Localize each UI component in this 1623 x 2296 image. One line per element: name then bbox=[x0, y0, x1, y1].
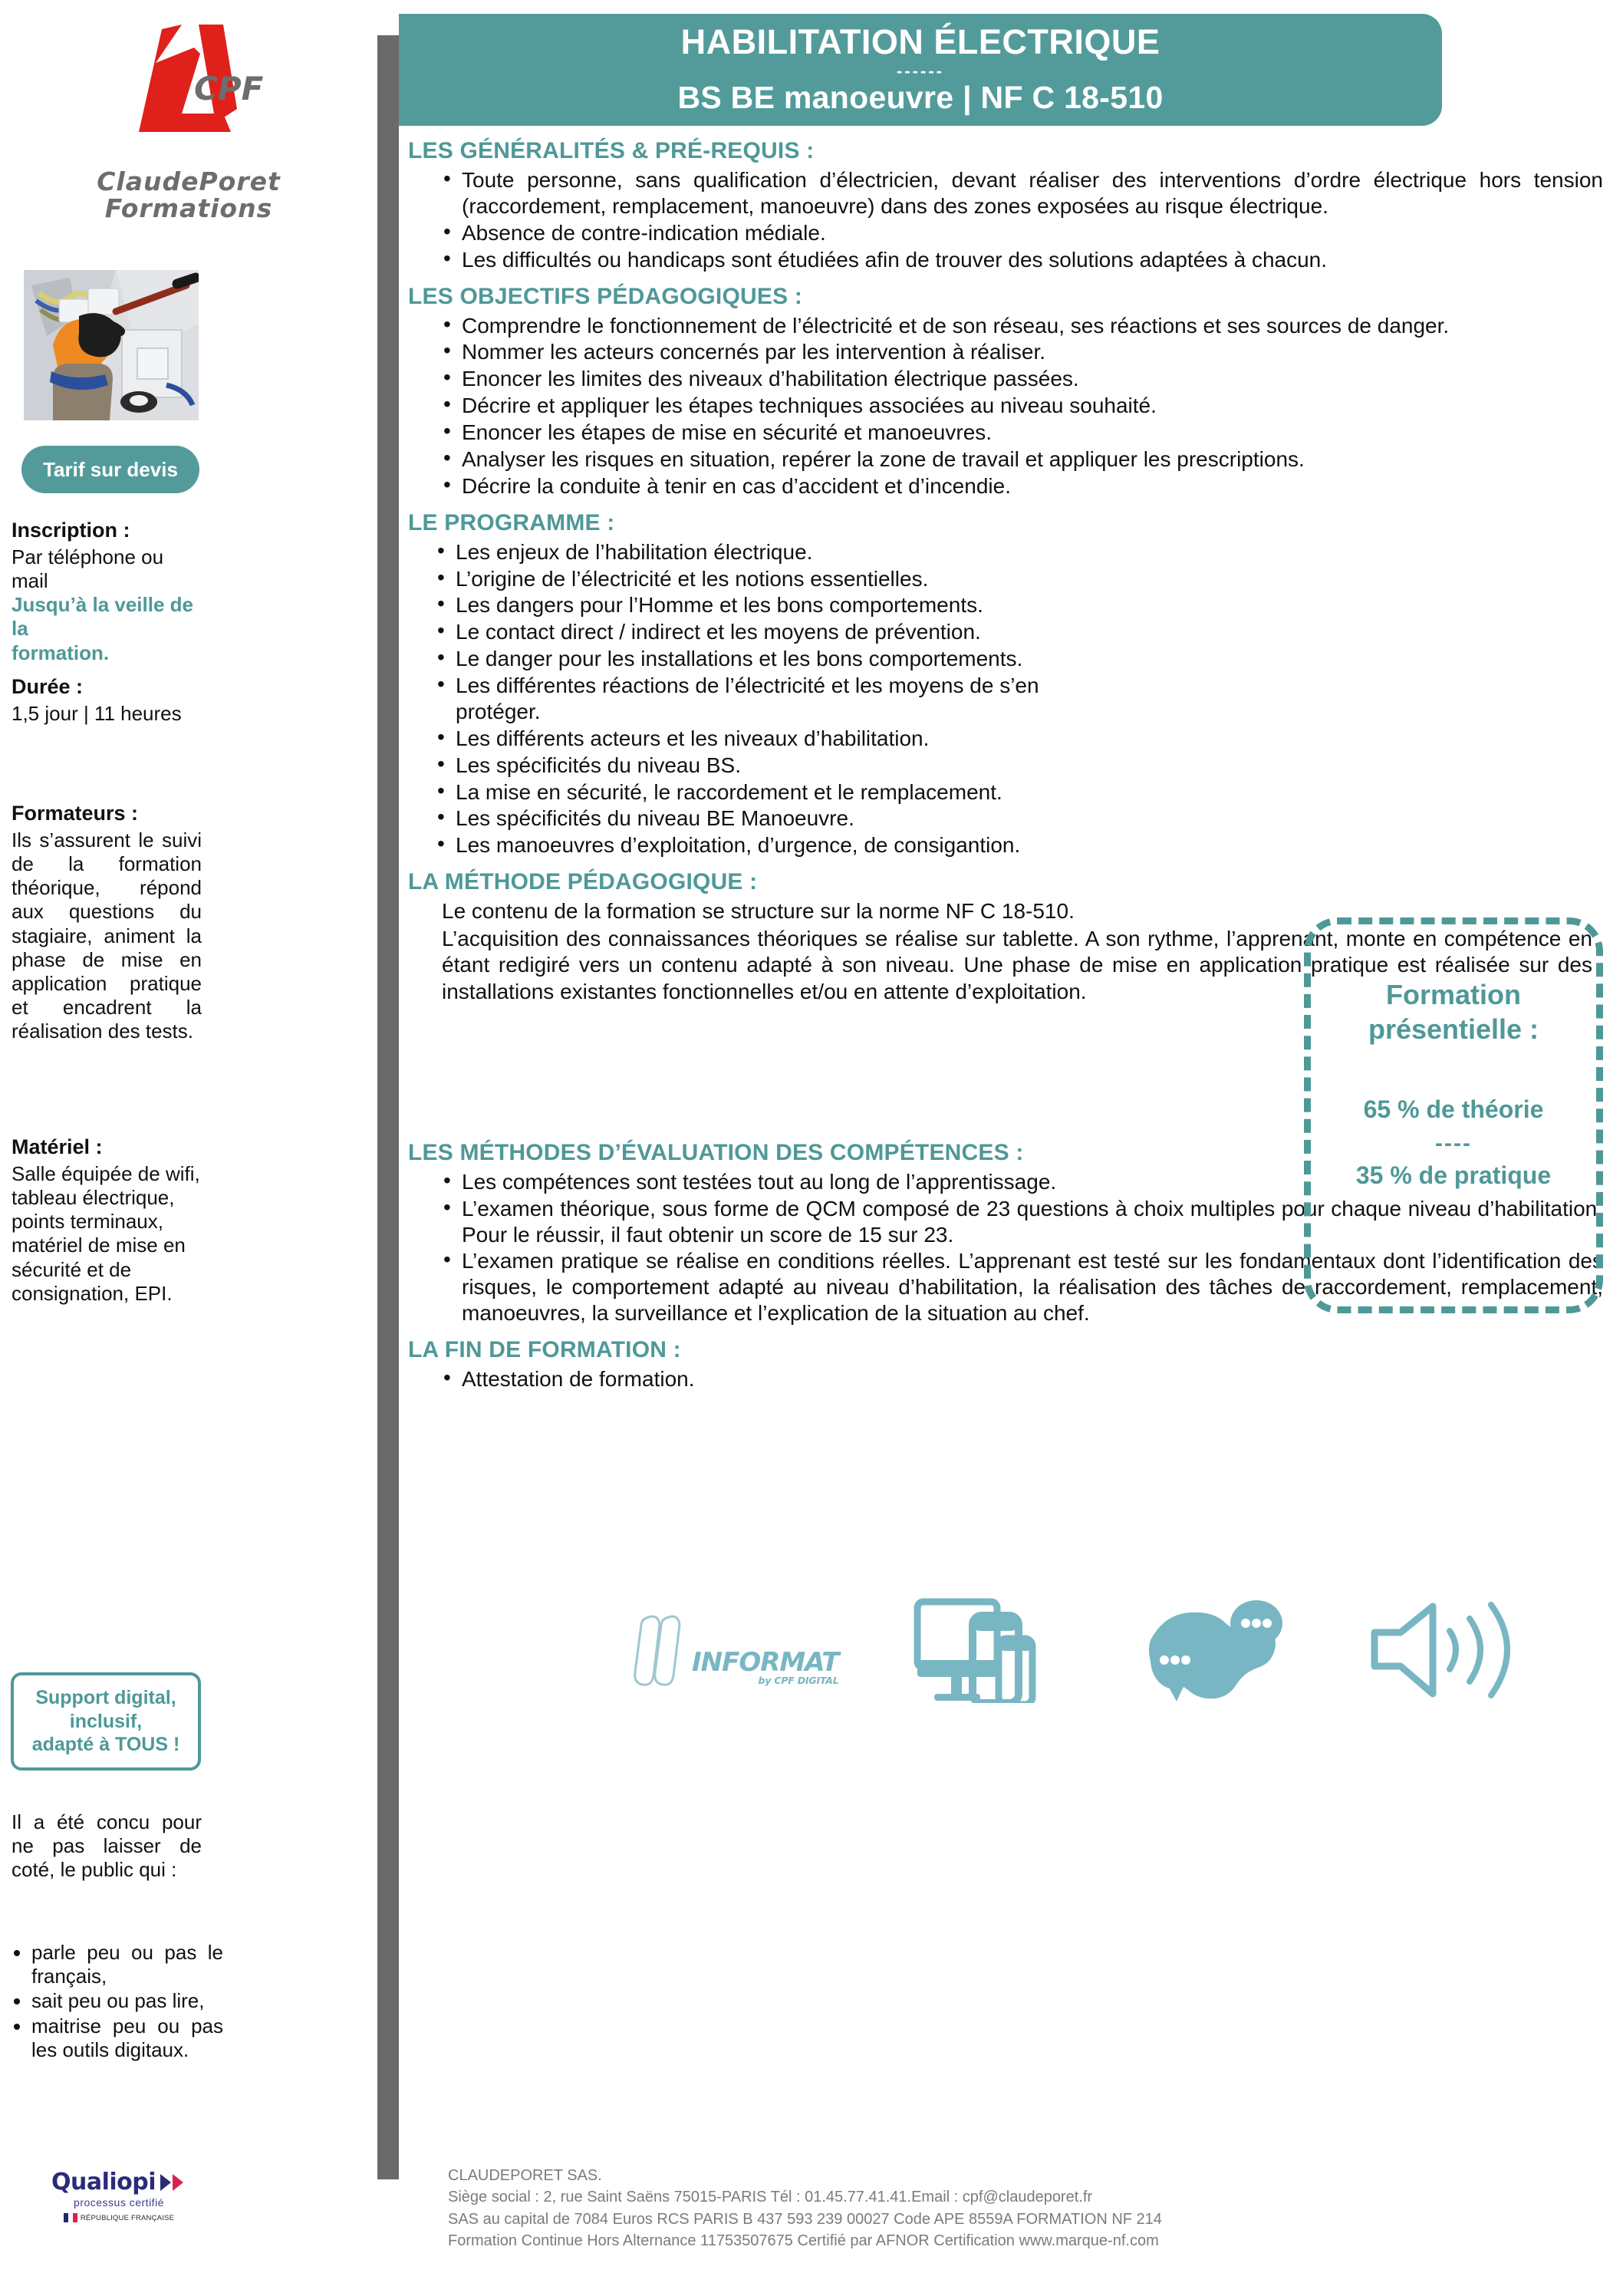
support-line3: adapté à TOUS ! bbox=[31, 1734, 180, 1756]
list-item: • Le contact direct / indirect et les moyens de prévention. bbox=[434, 619, 1069, 645]
list-item: • Décrire la conduite à tenir en cas d’accident et d’incendie. bbox=[440, 473, 1603, 499]
list-item: • Absence de contre-indication médiale. bbox=[440, 220, 1603, 246]
qualiopi-name: Qualiopi bbox=[51, 2169, 156, 2196]
title-separator: ------ bbox=[897, 61, 944, 81]
informat-byline: by CPF DIGITAL bbox=[758, 1675, 839, 1686]
list-item: • L’examen théorique, sous forme de QCM composé de 23 questions à choix multiples pour chaque niveau d’habilitation. Pour le réussir, il faut obtenir un score de 15 sur 23. bbox=[440, 1196, 1603, 1248]
formateurs-block bbox=[12, 802, 202, 1044]
company-logo bbox=[74, 15, 304, 245]
support-digital-box bbox=[11, 1672, 201, 1771]
inclusif-bullets bbox=[12, 1941, 223, 2063]
section-heading-objectifs: LES OBJECTIFS PÉDAGOGIQUES : bbox=[408, 283, 803, 309]
formateurs-text: Ils s’assurent le suivi de la formation théorique, répond aux questions du stagiaire, animent la phase de mise en application pratique et encadrent la réalisation des tests. bbox=[12, 828, 202, 1043]
section-heading-fin: LA FIN DE FORMATION : bbox=[408, 1337, 681, 1362]
list-item: • Le danger pour les installations et les bons comportements. bbox=[434, 646, 1069, 672]
duree-value: 1,5 jour | 11 heures bbox=[12, 701, 182, 725]
duree-heading: Durée : bbox=[12, 675, 84, 698]
list-item: • Les spécificités du niveau BS. bbox=[434, 753, 1069, 779]
presence-dashes: ---- bbox=[1435, 1130, 1472, 1156]
digital-icons-strip bbox=[629, 1592, 1549, 1707]
svg-text:CPF: CPF bbox=[194, 70, 264, 107]
formation-presentielle-box bbox=[1304, 917, 1603, 1313]
list-item: • Attestation de formation. bbox=[440, 1366, 1603, 1392]
main-content bbox=[399, 0, 1623, 2296]
list-item: • Les différentes réactions de l’électricité et les moyens de s’en protéger. bbox=[434, 673, 1069, 725]
page-title-banner bbox=[399, 14, 1442, 126]
republique-francaise bbox=[46, 2213, 192, 2222]
list-item: • L’origine de l’électricité et les notions essentielles. bbox=[434, 566, 1069, 592]
presence-theory: 65 % de théorie bbox=[1363, 1095, 1544, 1124]
devices-icon bbox=[913, 1596, 1066, 1703]
list-item: • sait peu ou pas lire, bbox=[31, 1989, 223, 2013]
presence-title-line1: Formation bbox=[1386, 979, 1521, 1010]
inscription-block bbox=[12, 519, 202, 665]
support-line1: Support digital, bbox=[35, 1687, 176, 1709]
informat-wordmark: INFORMAT bbox=[692, 1646, 839, 1678]
french-flag-icon bbox=[64, 2213, 77, 2222]
section-heading-programme: LE PROGRAMME : bbox=[408, 509, 615, 535]
materiel-text: Salle équipée de wifi, tableau électrique, points terminaux, matériel de mise en sécurité et de consignation, EPI. bbox=[12, 1161, 200, 1305]
list-item: • Les manoeuvres d’exploitation, d’urgence, de consigantion. bbox=[434, 832, 1069, 858]
duree-block bbox=[12, 675, 202, 726]
inscription-line1: Par téléphone ou mail bbox=[12, 545, 164, 593]
section-heading-evaluation: LES MÉTHODES D’ÉVALUATION DES COMPÉTENCES : bbox=[408, 1139, 1024, 1165]
electrician-photo bbox=[24, 270, 199, 420]
fin-list bbox=[399, 1366, 1603, 1392]
list-item: • Décrire et appliquer les étapes techniques associées au niveau souhaité. bbox=[440, 393, 1603, 419]
list-item: • Les enjeux de l’habilitation électrique. bbox=[434, 539, 1069, 565]
tarif-label: Tarif sur devis bbox=[43, 457, 178, 481]
materiel-block bbox=[12, 1135, 202, 1306]
list-item: • parle peu ou pas le français, bbox=[31, 1941, 223, 1988]
presence-title-line2: présentielle : bbox=[1368, 1013, 1539, 1045]
cpf-logo-icon bbox=[108, 15, 269, 169]
list-item: • Enoncer les limites des niveaux d’habilitation électrique passées. bbox=[440, 366, 1603, 392]
republique-label: RÉPUBLIQUE FRANÇAISE bbox=[80, 2213, 175, 2222]
list-item: • L’examen pratique se réalise en conditions réelles. L’apprenant est testé sur les fondamentaux dont l’identification des risques, le comportement adapté au niveau d’habilitation, la réalisation des tâches de raccordement, remplacement, manoeuvres, la surveillance et l’explication de la situation au chef. bbox=[440, 1248, 1603, 1326]
inscription-line3: formation. bbox=[12, 641, 110, 664]
globe-chat-icon bbox=[1140, 1596, 1293, 1703]
logo-name-line2: Formations bbox=[104, 193, 273, 223]
footer-line4: Formation Continue Hors Alternance 11753507675 Certifié par AFNOR Certification www.marque-nf.com bbox=[448, 2232, 1159, 2250]
logo-name-line1: ClaudePoret bbox=[97, 166, 281, 196]
section-heading-methode: LA MÉTHODE PÉDAGOGIQUE : bbox=[408, 869, 758, 895]
list-item: • Les spécificités du niveau BE Manoeuvre. bbox=[434, 805, 1069, 832]
footer-line2: Siège social : 2, rue Saint Saëns 75015-PARIS Tél : 01.45.77.41.41.Email : cpf@claudeporet.fr bbox=[448, 2189, 1093, 2206]
programme-list bbox=[399, 539, 1603, 859]
inscription-line2: Jusqu’à la veille de la bbox=[12, 593, 193, 641]
list-item: • Comprendre le fonctionnement de l’électricité et de son réseau, ses réactions et ses sources de danger. bbox=[440, 313, 1603, 339]
page-subtitle: BS BE manoeuvre | NF C 18-510 bbox=[677, 79, 1164, 115]
list-item: • Les difficultés ou handicaps sont étudiées afin de trouver des solutions adaptées à chacun. bbox=[440, 247, 1603, 273]
list-item: • Toute personne, sans qualification d’électricien, devant réaliser des interventions d’ordre électrique hors tension (raccordement, remplacement, manoeuvre) dans des zones exposées au risque électrique. bbox=[440, 167, 1603, 219]
list-item: • Nommer les acteurs concernés par les intervention à réaliser. bbox=[440, 339, 1603, 365]
materiel-heading: Matériel : bbox=[12, 1135, 103, 1158]
support-line2: inclusif, bbox=[69, 1710, 143, 1732]
qualiopi-sub: processus certifié bbox=[74, 2196, 164, 2209]
qualiopi-logo bbox=[46, 2171, 192, 2222]
informat-logo bbox=[629, 1612, 839, 1686]
inscription-heading: Inscription : bbox=[12, 519, 130, 542]
list-item: • Les différents acteurs et les niveaux d’habilitation. bbox=[434, 726, 1069, 752]
inclusif-intro-block bbox=[12, 1810, 202, 1883]
methode-para2: L’acquisition des connaissances théoriques se réalise sur tablette. A son rythme, l’apprenant, monte en compétence en étant redigiré vers un contenu adapté à son niveau. Une phase de mise en application pratique est réalisée sur des installations existantes fonctionnelles et/ou en attente d’exploitation. bbox=[442, 927, 1592, 1003]
informat-mark-icon bbox=[629, 1612, 687, 1686]
list-item: • Enoncer les étapes de mise en sécurité et manoeuvres. bbox=[440, 420, 1603, 446]
page-title: HABILITATION ÉLECTRIQUE bbox=[680, 22, 1160, 61]
formateurs-heading: Formateurs : bbox=[12, 802, 139, 825]
legal-footer bbox=[448, 2165, 1568, 2252]
presence-practice: 35 % de pratique bbox=[1355, 1161, 1552, 1189]
list-item: • maitrise peu ou pas les outils digitaux. bbox=[31, 2014, 223, 2062]
footer-line1: CLAUDEPORET SAS. bbox=[448, 2167, 602, 2184]
list-item: • Les compétences sont testées tout au long de l’apprentissage. bbox=[440, 1169, 1603, 1195]
qualiopi-arrows-icon bbox=[160, 2172, 186, 2192]
speaker-icon bbox=[1367, 1596, 1520, 1703]
sidebar bbox=[0, 0, 377, 2296]
tarif-badge bbox=[21, 446, 199, 493]
list-item: • La mise en sécurité, le raccordement et le remplacement. bbox=[434, 779, 1069, 805]
inclusif-intro: Il a été concu pour ne pas laisser de coté, le public qui : bbox=[12, 1810, 202, 1882]
footer-line3: SAS au capital de 7084 Euros RCS PARIS B 437 593 239 00027 Code APE 8559A FORMATION NF 214 bbox=[448, 2210, 1162, 2228]
objectifs-list bbox=[399, 313, 1603, 499]
generalites-list bbox=[399, 167, 1603, 273]
list-item: • Les dangers pour l’Homme et les bons comportements. bbox=[434, 592, 1069, 618]
list-item: • Analyser les risques en situation, repérer la zone de travail et appliquer les prescriptions. bbox=[440, 446, 1603, 473]
section-heading-generalites: LES GÉNÉRALITÉS & PRÉ-REQUIS : bbox=[408, 138, 815, 163]
methode-para1: Le contenu de la formation se structure sur la norme NF C 18-510. bbox=[442, 899, 1075, 924]
vertical-divider bbox=[377, 35, 399, 2179]
